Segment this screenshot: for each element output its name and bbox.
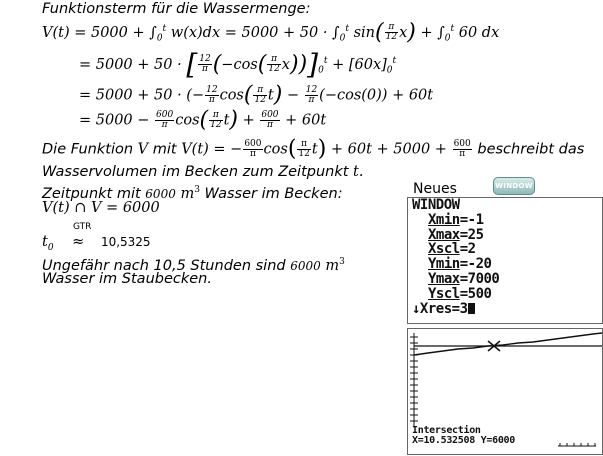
equation-4: = 5000 − $\frac{600}{\pi}$ cos( $\frac{\pi}{12}$ t) + $\frac{600}{\pi}$ + 60t [79, 107, 327, 133]
s1-formula-a: V(t) = − [181, 141, 243, 158]
gtr-label: GTR [73, 222, 92, 232]
eq1-lhs: V(t) = 5000 + ∫ [42, 24, 157, 41]
equation-2: = 5000 + 50 · [ $\frac{12}{\pi}$ (−cos( $\frac{\pi}{12}$ $x))]_0^t + [60x]_0^t$ [79, 47, 397, 81]
eq6-sub: 0 [47, 242, 54, 253]
window-row: Ymin=-20 [428, 256, 492, 273]
window-title: WINDOW [412, 197, 460, 213]
s1-cos: cos [263, 141, 288, 158]
s1-t: t [311, 141, 318, 158]
s1-text-e: beschreibt das [477, 141, 585, 158]
eq1-x: x [399, 24, 408, 41]
eq2-eval-lower: 0 [318, 65, 324, 76]
eq1-int2-upper: t [345, 24, 349, 34]
eq1-part5: 60 dx [458, 24, 500, 41]
eq3-t: t [267, 87, 274, 104]
eq2-tail-lower: 0 [386, 65, 393, 76]
sentence-1: Die Funktion V mit V(t) = − $\frac{600}{\pi}$ cos( $\frac{\pi}{12}$ t) + 60t + 5000 + $\frac{600}{\pi}$ beschreibt das [42, 136, 585, 162]
s3-text-a: Zeitpunkt mit [42, 185, 141, 202]
s4-text: Ungefähr nach 10,5 Stunden sind [42, 257, 286, 274]
eq4-prefix: = 5000 − [79, 112, 150, 129]
eq3-mid: − [286, 87, 300, 104]
eq4-frac3: $\frac{600}{\pi}$ [261, 110, 279, 130]
volume-curve [414, 333, 602, 355]
eq4-tail: + 60t [285, 112, 327, 129]
eq1-part1: w(x)dx = 5000 + 50 · ∫ [170, 24, 340, 41]
intersection-label: Intersection [412, 425, 481, 436]
eq2-frac2: $\frac{\pi}{12}$ [268, 54, 280, 75]
x-readout: X=10.532508 [412, 435, 475, 446]
eq2-tail-upper: t [392, 56, 397, 66]
equation-5: V(t) ∩ V = 6000 [42, 200, 160, 216]
eq2-tail: + [60x] [332, 56, 387, 73]
eq3-frac2: $\frac{\pi}{12}$ [254, 85, 266, 105]
eq2-prefix: = 5000 + 50 · [79, 56, 182, 73]
eq3-frac1: $\frac{12}{\pi}$ [206, 85, 218, 105]
cursor-block [468, 303, 475, 314]
eq4-frac1: $\frac{600}{\pi}$ [156, 110, 174, 130]
window-row: Xmax=25 [428, 226, 484, 243]
window-row: Yscl=500 [428, 285, 492, 302]
eq6-var: t [42, 234, 48, 250]
eq1-int3-lower: 0 [444, 33, 451, 44]
s1-frac3: $\frac{600}{\pi}$ [453, 139, 471, 159]
s3-text-b: Wasser im Becken: [204, 185, 343, 202]
s1-frac2: $\frac{\pi}{12}$ [298, 139, 310, 159]
window-row: Xscl=2 [428, 241, 476, 258]
eq4-frac2: $\frac{\pi}{12}$ [210, 110, 222, 130]
equation-1: $V(t) = 5000 + \int_0^t$ $w(x)dx = 5000 + 50 \cdot \int_0^t$ sin( $\frac{\pi}{12}$ $x) + \int_0^t$ 60 dx [42, 19, 500, 45]
window-key-icon: WINDOW [493, 177, 535, 195]
s3-exp: 3 [194, 185, 200, 195]
s1-text-a: Die Funktion [42, 141, 134, 158]
window-row: Xmin=-1 [428, 211, 484, 228]
eq1-part4: + ∫ [420, 24, 445, 41]
eq3-prefix: = 5000 + 50 · (− [79, 87, 205, 104]
eq2-cos: −cos [221, 56, 258, 73]
s1-v: V [137, 141, 149, 158]
eq6-approx: ≈ [72, 234, 85, 250]
sentence-2 [42, 163, 363, 181]
equation-3: = 5000 + 50 · (− $\frac{12}{\pi}$ cos( $\frac{\pi}{12}$ t) − $\frac{12}{\pi}$ (−cos(0)) + 60t [79, 82, 434, 108]
window-last-row: ↓Xres=3 [408, 302, 602, 317]
s3-value: 6000 [145, 186, 176, 201]
s2-t: t. [353, 164, 364, 180]
graph-screen [407, 328, 603, 455]
s1-text-b: mit [152, 141, 177, 158]
s1-formula-b: + 60t + 5000 + [330, 141, 447, 158]
eq1-frac: $\frac{\pi}{12}$ [385, 22, 398, 43]
eq4-cos: cos [175, 112, 200, 129]
eq4-mid: + [242, 112, 255, 129]
window-screen [407, 197, 603, 324]
eq2-eval-upper: t [323, 56, 328, 66]
eq2-frac1: $\frac{12}{\pi}$ [199, 54, 211, 75]
eq1-sin: sin [353, 24, 376, 41]
s4-value: 6000 [290, 258, 321, 273]
y-readout: Y=6000 [480, 435, 515, 446]
sentence-5: Wasser im Staubecken. [42, 271, 212, 287]
s4-exp: 3 [339, 257, 345, 267]
eq3-cos: cos [219, 87, 244, 104]
eq3-frac3: $\frac{12}{\pi}$ [305, 85, 318, 105]
eq1-int3-upper: t [450, 24, 455, 34]
intersection-readout [412, 436, 515, 446]
s4-unit: m [325, 257, 340, 274]
eq1-int-upper: t [162, 24, 167, 34]
window-row: Ymax=7000 [428, 270, 500, 287]
s2-text: Wasservolumen im Becken zum Zeitpunkt [42, 164, 349, 180]
x-axis-ticks [558, 443, 596, 446]
eq4-t: t [223, 112, 230, 129]
eq2-x: x [281, 56, 290, 73]
eq1-int2-lower: 0 [339, 33, 346, 44]
s3-unit: m [180, 185, 195, 202]
s1-frac1: $\frac{600}{\pi}$ [244, 139, 262, 159]
eq6-value: 10,5325 [100, 235, 151, 249]
neues-label: Neues [413, 181, 457, 197]
heading: Funktionsterm für die Wassermenge: [42, 1, 311, 17]
eq1-int-lower: 0 [156, 33, 163, 44]
eq3-tail: (−cos(0)) + 60t [319, 87, 434, 104]
